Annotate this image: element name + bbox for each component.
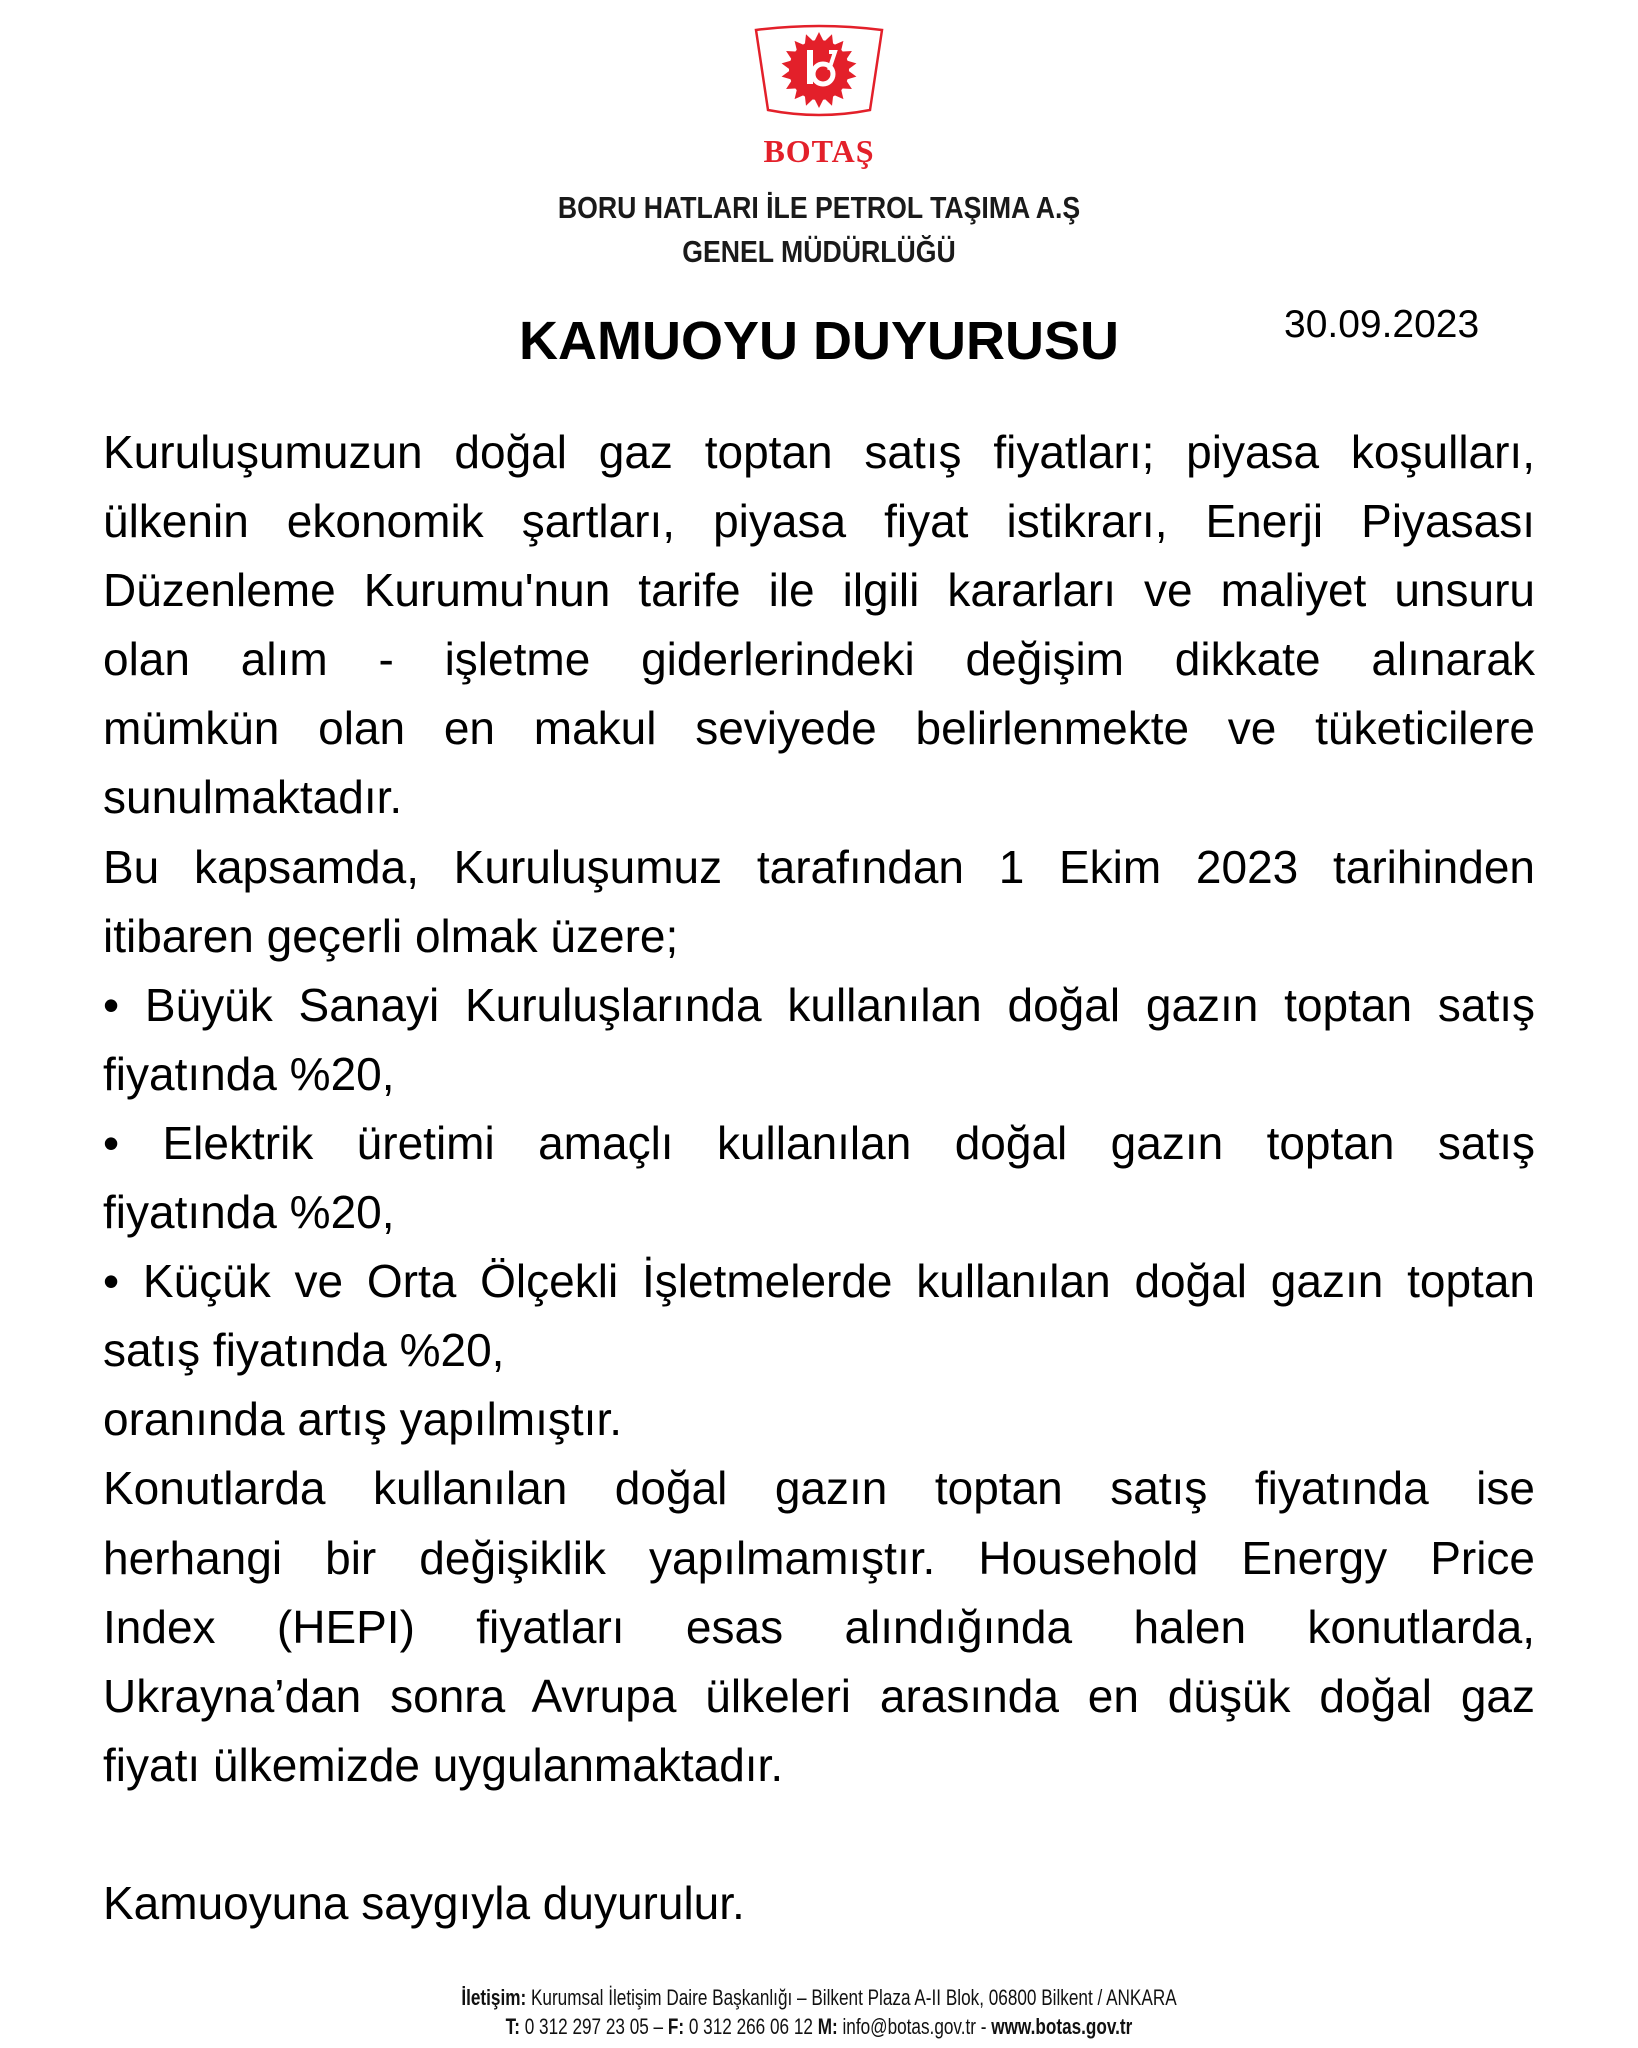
body-text-line: fiyatında %20, — [103, 1186, 395, 1239]
body-text-line: fiyatında %20, — [103, 1047, 395, 1100]
footer-contact — [180, 1983, 1458, 2041]
body-text-line: Düzenleme Kurumu'nun tarife ile ilgili kararları ve maliyet unsuru — [103, 564, 1535, 617]
brand-name: BOTAŞ — [763, 133, 875, 169]
fax-number: 0 312 266 06 12 — [688, 2014, 813, 2039]
announcement-body — [103, 418, 1535, 1938]
footer-phone-line — [180, 2012, 1458, 2041]
website-link[interactable]: www.botas.gov.tr — [991, 2014, 1133, 2039]
phone-number: 0 312 297 23 05 – — [524, 2014, 664, 2039]
body-text-line: • Küçük ve Orta Ölçekli İşletmelerde kullanılan doğal gazın toptan — [103, 1255, 1535, 1308]
contact-address: Kurumsal İletişim Daire Başkanlığı – Bilkent Plaza A-II Blok, 06800 Bilkent / ANKARA — [530, 1985, 1177, 2010]
body-text-line: Index (HEPI) fiyatları esas alındığında halen konutlarda, — [103, 1600, 1535, 1653]
body-lines — [103, 418, 1535, 1800]
organization-name: BORU HATLARI İLE PETROL TAŞIMA A.Ş — [557, 190, 1081, 225]
body-text-line: itibaren geçerli olmak üzere; — [103, 909, 679, 962]
announcement-date: 30.09.2023 — [1284, 303, 1480, 346]
body-text-line: mümkün olan en makul seviyede belirlenmekte ve tüketicilere — [103, 702, 1535, 755]
closing-line: Kamuoyuna saygıyla duyurulur. — [103, 1876, 745, 1929]
body-text-line: sunulmaktadır. — [103, 771, 403, 824]
body-text-line: • Büyük Sanayi Kuruluşlarında kullanılan doğal gazın toptan satış — [103, 978, 1535, 1031]
email-link[interactable]: info@botas.gov.tr - — [842, 2014, 987, 2039]
body-text-line: herhangi bir değişiklik yapılmamıştır. Household Energy Price — [103, 1531, 1535, 1584]
spacer — [103, 1800, 1535, 1869]
body-text-line: fiyatı ülkemizde uygulanmaktadır. — [103, 1738, 784, 1791]
footer-address-line — [180, 1983, 1458, 2012]
body-text-line: Bu kapsamda, Kuruluşumuz tarafından 1 Ekim 2023 tarihinden — [103, 840, 1535, 893]
mail-label: M: — [817, 2014, 838, 2039]
organization-subtitle: GENEL MÜDÜRLÜĞÜ — [682, 234, 956, 269]
botas-logo-icon — [752, 24, 886, 128]
phone-label: T: — [505, 2014, 520, 2039]
body-text-line: oranında artış yapılmıştır. — [103, 1393, 623, 1446]
body-text-line: ülkenin ekonomik şartları, piyasa fiyat istikrarı, Enerji Piyasası — [103, 495, 1535, 548]
body-text-line: satış fiyatında %20, — [103, 1324, 505, 1377]
fax-label: F: — [667, 2014, 685, 2039]
body-text-line: • Elektrik üretimi amaçlı kullanılan doğal gazın toptan satış — [103, 1116, 1535, 1169]
body-text-line: olan alım - işletme giderlerindeki değişim dikkate alınarak — [103, 633, 1535, 686]
contact-label: İletişim: — [461, 1985, 527, 2010]
body-text-line: Konutlarda kullanılan doğal gazın toptan satış fiyatında ise — [103, 1462, 1535, 1515]
body-text-line: Ukrayna’dan sonra Avrupa ülkeleri arasında en düşük doğal gaz — [103, 1669, 1535, 1722]
body-text-line: Kuruluşumuzun doğal gaz toptan satış fiyatları; piyasa koşulları, — [103, 426, 1535, 478]
page-title: KAMUOYU DUYURUSU — [518, 311, 1119, 371]
